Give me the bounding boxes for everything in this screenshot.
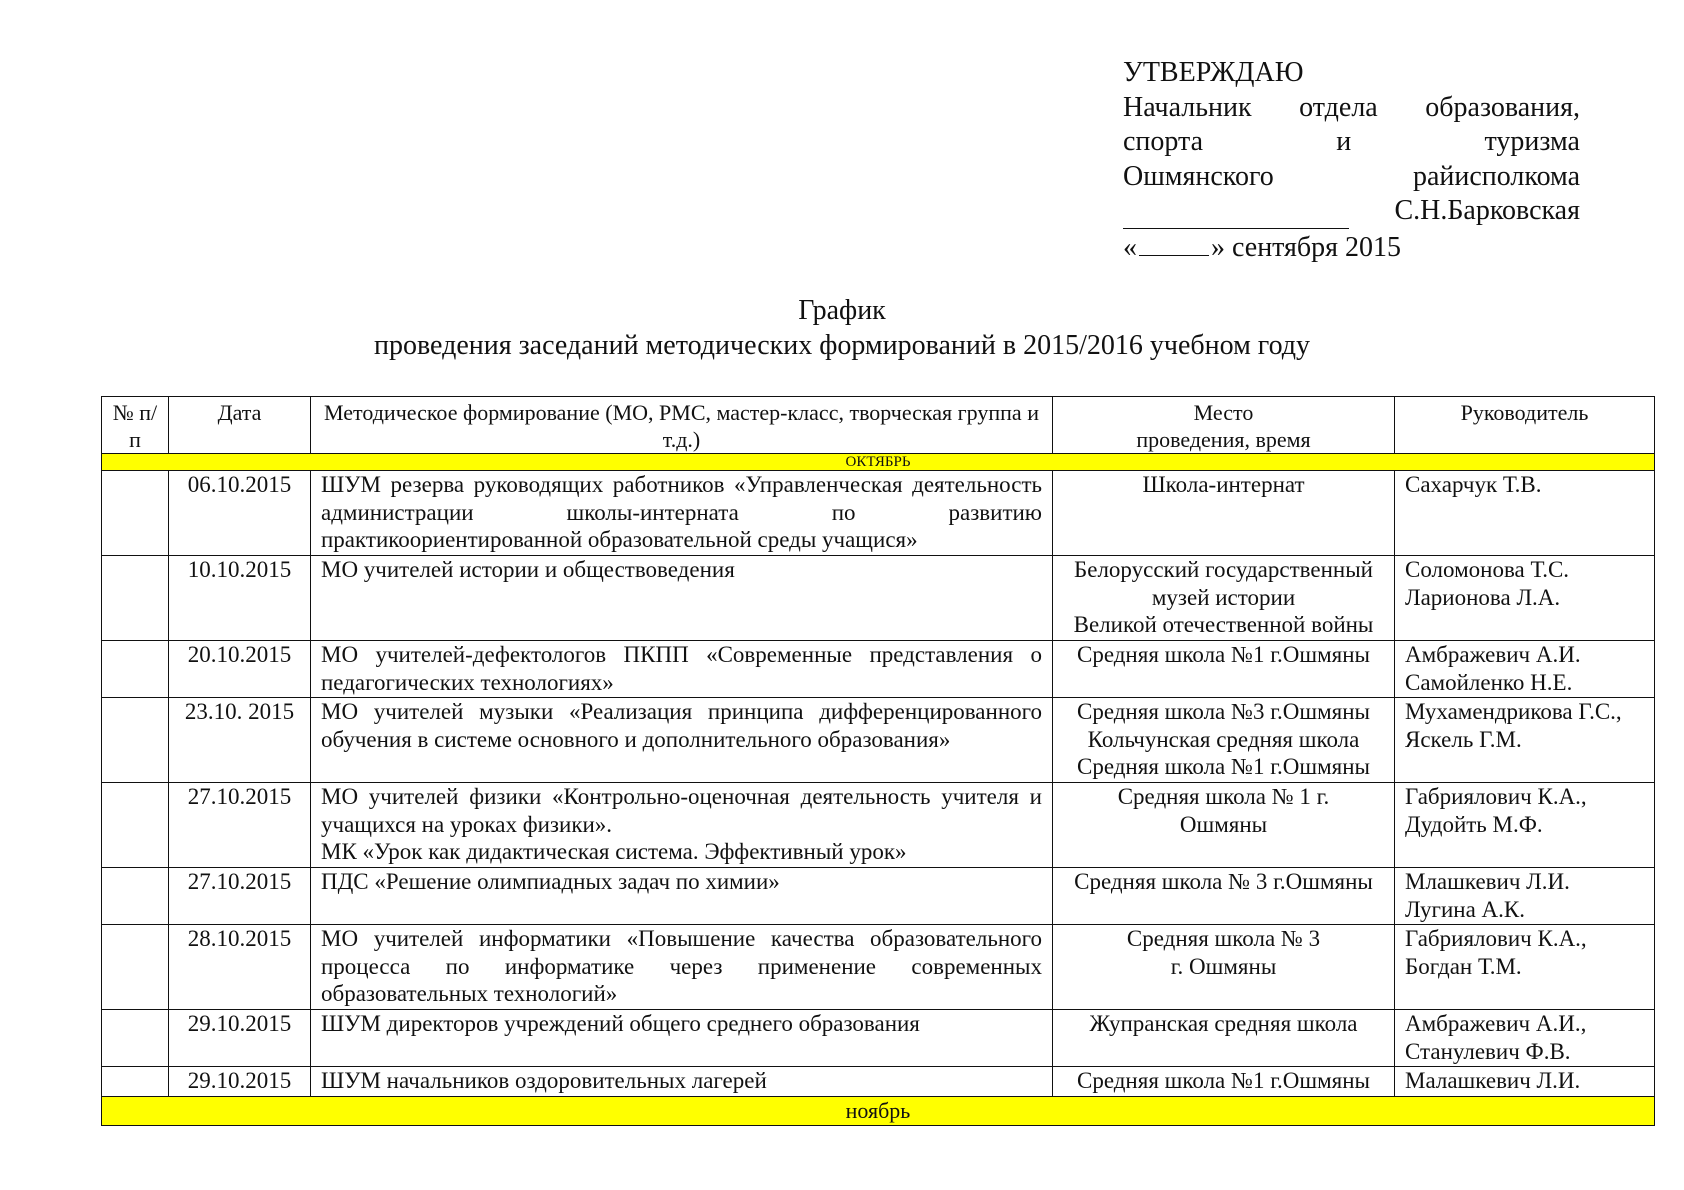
cell-leader-line: Мухамендрикова Г.С.,: [1405, 699, 1622, 724]
table-row: [102, 925, 1655, 1010]
cell-place: [1053, 641, 1395, 698]
cell-date: 06.10.2015: [169, 471, 311, 556]
approval-signature-line: [1123, 194, 1580, 229]
cell-event-line: МО учителей физики «Контрольно-оценочная деятельность учителя и учащихся на уроках физики».: [321, 784, 1042, 837]
cell-place: [1053, 698, 1395, 783]
cell-leader-line: Амбражевич А.И.,: [1405, 1011, 1587, 1036]
cell-leader-line: Соломонова Т.С.: [1405, 557, 1570, 582]
cell-place-line: Жупранская средняя школа: [1089, 1011, 1358, 1036]
cell-leader: [1395, 471, 1655, 556]
cell-place-line: Кольчунская средняя школа: [1087, 726, 1360, 752]
cell-place-line: Средняя школа №1 г.Ошмяны: [1076, 754, 1370, 779]
cell-num: [102, 698, 169, 783]
cell-leader-line: Станулевич Ф.В.: [1405, 1038, 1571, 1064]
table-row: [102, 698, 1655, 783]
approval-line-2: спорта и туризма: [1123, 126, 1580, 157]
header-event: Методическое формирование (МО, РМС, мастер-класс, творческая группа и т.д.): [311, 397, 1053, 454]
cell-event: ШУМ резерва руководящих работников «Управленческая деятельность администрации школы-интерната по развитию практикоориентированной образовательной среды учащися»: [311, 471, 1053, 556]
date-blank: [1139, 229, 1209, 256]
cell-place-line: Средняя школа №1 г.Ошмяны: [1076, 1068, 1370, 1093]
cell-event: ПДС «Решение олимпиадных задач по химии»: [311, 868, 1053, 925]
approval-block: [1123, 56, 1580, 265]
table-row: [102, 641, 1655, 698]
table-row: [102, 556, 1655, 641]
cell-leader-line: Млашкевич Л.И.: [1405, 869, 1570, 894]
cell-place-line: Великой отечественной войны: [1073, 612, 1374, 637]
table-row: [102, 471, 1655, 556]
approval-date: [1123, 229, 1580, 266]
cell-place: [1053, 925, 1395, 1010]
cell-num: [102, 783, 169, 868]
cell-event: МО учителей истории и обществоведения: [311, 556, 1053, 641]
cell-place-line: Средняя школа № 3 г.Ошмяны: [1074, 869, 1373, 894]
cell-num: [102, 1067, 169, 1097]
cell-leader-line: Ларионова Л.А.: [1405, 584, 1561, 610]
cell-place-line: музей истории: [1151, 584, 1296, 610]
cell-place-line: Белорусский государственный: [1074, 557, 1373, 582]
cell-leader: [1395, 925, 1655, 1010]
cell-event: МО учителей информатики «Повышение качества образовательного процесса по информатике через применение современных образовательных технологий»: [311, 925, 1053, 1010]
cell-leader-line: Дудойть М.Ф.: [1405, 811, 1543, 837]
cell-event: МО учителей музыки «Реализация принципа дифференцированного обучения в системе основного и дополнительного образования»: [311, 698, 1053, 783]
document-title: График: [798, 295, 886, 326]
cell-leader-line: Сахарчук Т.В.: [1405, 472, 1542, 497]
cell-date: 10.10.2015: [169, 556, 311, 641]
cell-leader: [1395, 556, 1655, 641]
month-label-october: ОКТЯБРЬ: [102, 454, 1655, 471]
approval-line-3: Ошмянского райисполкома: [1123, 160, 1580, 192]
document-subtitle: проведения заседаний методических формирований в 2015/2016 учебном году: [373, 330, 1311, 361]
cell-place: [1053, 471, 1395, 556]
cell-place: [1053, 1010, 1395, 1067]
cell-num: [102, 925, 169, 1010]
month-label-november: ноябрь: [102, 1097, 1655, 1126]
cell-leader-line: Богдан Т.М.: [1405, 953, 1522, 979]
cell-place-line: Ошмяны: [1179, 811, 1268, 837]
header-place: [1053, 397, 1395, 454]
month-row-october: [102, 454, 1655, 471]
cell-leader-line: Лугина А.К.: [1405, 896, 1525, 922]
cell-place: [1053, 783, 1395, 868]
cell-date: 28.10.2015: [169, 925, 311, 1010]
cell-date: 29.10.2015: [169, 1067, 311, 1097]
cell-place-line: Средняя школа №3 г.Ошмяны: [1076, 699, 1370, 724]
table-row: [102, 783, 1655, 868]
cell-leader: [1395, 698, 1655, 783]
header-date: Дата: [169, 397, 311, 454]
cell-place-line: г. Ошмяны: [1170, 953, 1277, 979]
schedule-table: [101, 396, 1655, 1126]
cell-leader-line: Габриялович К.А.,: [1405, 926, 1587, 951]
cell-place-line: Средняя школа № 3: [1126, 926, 1321, 951]
header-place-line-1: Место: [1193, 400, 1254, 425]
header-leader: Руководитель: [1395, 397, 1655, 454]
cell-place-line: Средняя школа №1 г.Ошмяны: [1076, 642, 1370, 667]
cell-leader: [1395, 1010, 1655, 1067]
cell-date: 23.10. 2015: [169, 698, 311, 783]
cell-num: [102, 868, 169, 925]
approval-line-1: Начальник отдела образования,: [1123, 91, 1580, 123]
month-row-november: [102, 1097, 1655, 1126]
cell-place-line: Средняя школа № 1 г.: [1117, 784, 1330, 809]
cell-event: ШУМ начальников оздоровительных лагерей: [311, 1067, 1053, 1097]
signature-blank: [1123, 202, 1349, 229]
cell-place: [1053, 868, 1395, 925]
cell-place: [1053, 556, 1395, 641]
cell-leader-line: Яскель Г.М.: [1405, 726, 1522, 752]
cell-leader: [1395, 783, 1655, 868]
cell-date: 27.10.2015: [169, 783, 311, 868]
cell-num: [102, 471, 169, 556]
cell-date: 20.10.2015: [169, 641, 311, 698]
cell-leader-line: Габриялович К.А.,: [1405, 784, 1587, 809]
approval-date-open: «: [1123, 231, 1137, 263]
cell-place: [1053, 1067, 1395, 1097]
cell-place-line: Школа-интернат: [1142, 472, 1305, 497]
approval-signer: С.Н.Барковская: [1394, 195, 1580, 226]
cell-leader: [1395, 868, 1655, 925]
cell-event-line: МК «Урок как дидактическая система. Эффективный урок»: [321, 839, 907, 864]
cell-leader-line: Малашкевич Л.И.: [1405, 1068, 1581, 1093]
cell-leader-line: Амбражевич А.И.: [1405, 642, 1581, 667]
approval-heading: УТВЕРЖДАЮ: [1123, 57, 1304, 88]
table-header-row: [102, 397, 1655, 454]
cell-event: ШУМ директоров учреждений общего среднего образования: [311, 1010, 1053, 1067]
cell-num: [102, 1010, 169, 1067]
cell-date: 27.10.2015: [169, 868, 311, 925]
approval-date-close: » сентября 2015: [1211, 231, 1402, 263]
cell-num: [102, 641, 169, 698]
cell-leader: [1395, 641, 1655, 698]
table-row: [102, 1067, 1655, 1097]
table-row: [102, 1010, 1655, 1067]
table-row: [102, 868, 1655, 925]
header-num: № п/п: [102, 397, 169, 454]
cell-event: МО учителей-дефектологов ПКПП «Современные представления о педагогических технологиях»: [311, 641, 1053, 698]
cell-leader-line: Самойленко Н.Е.: [1405, 669, 1573, 695]
cell-event: [311, 783, 1053, 868]
cell-leader: [1395, 1067, 1655, 1097]
header-place-line-2: проведения, время: [1136, 427, 1311, 452]
cell-num: [102, 556, 169, 641]
cell-date: 29.10.2015: [169, 1010, 311, 1067]
